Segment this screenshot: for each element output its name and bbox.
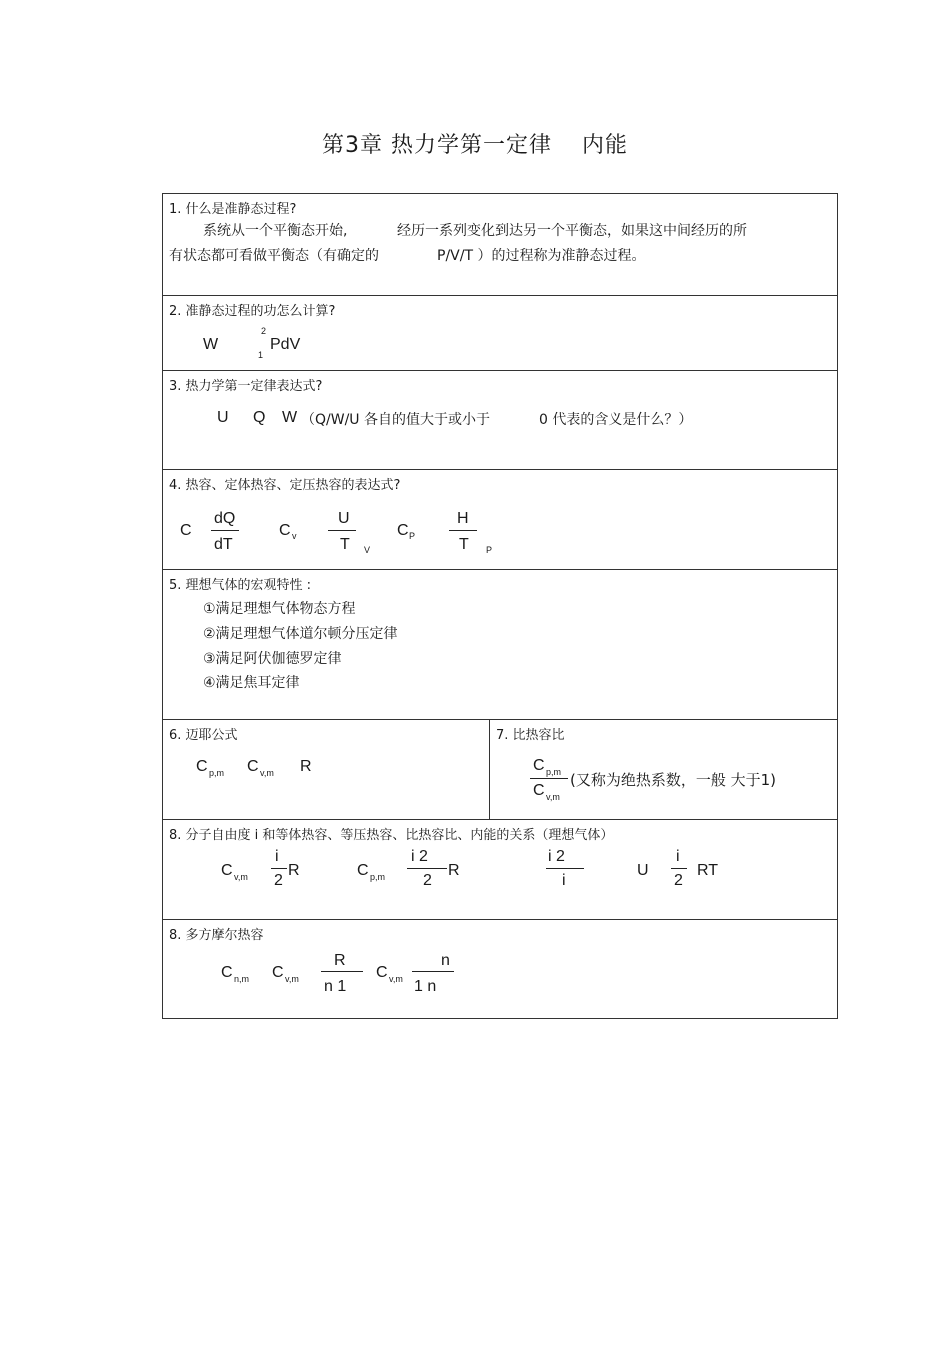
q8a-cp-sub: p,m <box>370 872 386 882</box>
q6-question: 6. 迈耶公式 <box>169 728 238 743</box>
q4-dq: dQ <box>214 510 236 527</box>
q8a-fraction-bar-3 <box>546 868 584 869</box>
row-q8b <box>163 920 837 1020</box>
q8b-fraction-bar-1 <box>321 971 363 972</box>
q5-item: ③满足阿伏伽德罗定律 <box>203 651 342 667</box>
row-q5 <box>163 570 837 720</box>
q8a-f3-num: i 2 <box>548 848 565 865</box>
q1-answer-part1: 系统从一个平衡态开始, <box>203 223 348 239</box>
q8a-f1-num: i <box>275 848 279 865</box>
q8b-f2-den: 1 n <box>414 978 437 995</box>
q4-cv: C <box>279 522 291 539</box>
q4-question: 4. 热容、定体热容、定压热容的表达式? <box>169 478 401 493</box>
q8b-cv2: C <box>376 964 388 981</box>
q4-t2: T <box>459 536 469 553</box>
title-suffix: 内能 <box>581 133 628 158</box>
q8a-fraction-bar-4 <box>671 868 687 869</box>
cell-q6 <box>163 720 490 819</box>
q4-cp-sub: P <box>409 531 416 541</box>
row-q2 <box>163 296 837 371</box>
q8a-r2: R <box>448 862 460 879</box>
q4-u: U <box>338 510 350 527</box>
q3-q: Q <box>253 409 266 426</box>
q8a-fraction-bar-1 <box>271 868 287 869</box>
q8a-cv: C <box>221 862 233 879</box>
q8b-f1-num: R <box>334 952 346 969</box>
q4-fraction-bar-3 <box>449 530 477 531</box>
q3-question: 3. 热力学第一定律表达式? <box>169 379 323 394</box>
q1-answer-part4: P/V/T ）的过程称为准静态过程。 <box>437 248 646 264</box>
q4-t1: T <box>340 536 350 553</box>
q3-note-part1: （Q/W/U 各自的值大于或小于 <box>301 412 490 428</box>
q6-c1-sub: p,m <box>209 768 225 778</box>
q8a-u: U <box>637 862 649 879</box>
q7-num-sub: p,m <box>546 767 562 777</box>
q7-note: (又称为绝热系数，一般 大于1) <box>570 771 777 789</box>
q4-h: H <box>457 510 469 527</box>
q2-lhs: W <box>203 336 219 353</box>
q8a-f2-den: 2 <box>423 872 432 889</box>
q8a-f4-num: i <box>676 848 680 865</box>
q2-integrand: PdV <box>270 336 301 353</box>
q4-v-sub: V <box>364 545 371 555</box>
q8b-fraction-bar-2 <box>412 971 454 972</box>
q8b-question: 8. 多方摩尔热容 <box>169 928 264 943</box>
q7-den: C <box>533 782 545 799</box>
q4-fraction-bar-1 <box>211 530 239 531</box>
page-title <box>0 128 950 159</box>
q5-item: ②满足理想气体道尔顿分压定律 <box>203 626 398 642</box>
q8a-f2-num: i 2 <box>411 848 428 865</box>
q5-item: ④满足焦耳定律 <box>203 675 300 691</box>
q7-question: 7. 比热容比 <box>496 728 565 743</box>
q3-note-part2: 0 代表的含义是什么？） <box>539 412 693 428</box>
q8a-question: 8. 分子自由度 i 和等体热容、等压热容、比热容比、内能的关系（理想气体） <box>169 828 614 843</box>
q1-answer-part2: 经历一系列变化到达另一个平衡态，如果这中间经历的所 <box>397 223 747 239</box>
q4-dt: dT <box>214 536 233 553</box>
row-q6-q7 <box>163 720 837 820</box>
q6-c2: C <box>247 758 259 775</box>
q4-fraction-bar-2 <box>328 530 356 531</box>
q8b-f1-den: n 1 <box>324 978 347 995</box>
q1-question: 1. 什么是准静态过程? <box>169 202 297 217</box>
q3-w: W <box>282 409 298 426</box>
q5-question: 5. 理想气体的宏观特性 : <box>169 578 312 593</box>
q8b-cv: C <box>272 964 284 981</box>
q4-p-sub: P <box>486 545 493 555</box>
q6-c2-sub: v,m <box>260 768 274 778</box>
row-q8a <box>163 820 837 920</box>
q8a-r1: R <box>288 862 300 879</box>
q7-fraction-bar <box>530 778 568 779</box>
q4-c: C <box>180 522 192 539</box>
q8b-cn-sub: n,m <box>234 974 250 984</box>
q5-item: ①满足理想气体物态方程 <box>203 601 356 617</box>
q8a-f1-den: 2 <box>274 872 283 889</box>
q3-u: U <box>217 409 229 426</box>
q8a-rt: RT <box>697 862 719 879</box>
row-q3 <box>163 371 837 470</box>
q8b-cv-sub: v,m <box>285 974 299 984</box>
q4-cv-sub: v <box>292 531 297 541</box>
q4-cp: C <box>397 522 409 539</box>
q6-c1: C <box>196 758 208 775</box>
q8a-f3-den: i <box>562 872 566 889</box>
row-q4 <box>163 470 837 570</box>
q8a-fraction-bar-2 <box>407 868 447 869</box>
q7-den-sub: v,m <box>546 792 560 802</box>
q6-r: R <box>300 758 312 775</box>
q8a-cp: C <box>357 862 369 879</box>
q7-num: C <box>533 757 545 774</box>
q1-answer-part3: 有状态都可看做平衡态（有确定的 <box>169 248 379 264</box>
title-chapter: 第3章 热力学第一定律 <box>321 133 552 158</box>
q2-lower-limit: 1 <box>258 350 264 360</box>
q2-question: 2. 准静态过程的功怎么计算? <box>169 304 336 319</box>
q8b-cn: C <box>221 964 233 981</box>
row-q1 <box>163 194 837 296</box>
q8b-cv2-sub: v,m <box>389 974 403 984</box>
q8a-f4-den: 2 <box>674 872 683 889</box>
cell-q7 <box>490 720 837 819</box>
q2-upper-limit: 2 <box>261 326 267 336</box>
qa-table <box>162 193 838 1019</box>
q8b-f2-num: n <box>441 952 450 969</box>
q8a-cv-sub: v,m <box>234 872 248 882</box>
